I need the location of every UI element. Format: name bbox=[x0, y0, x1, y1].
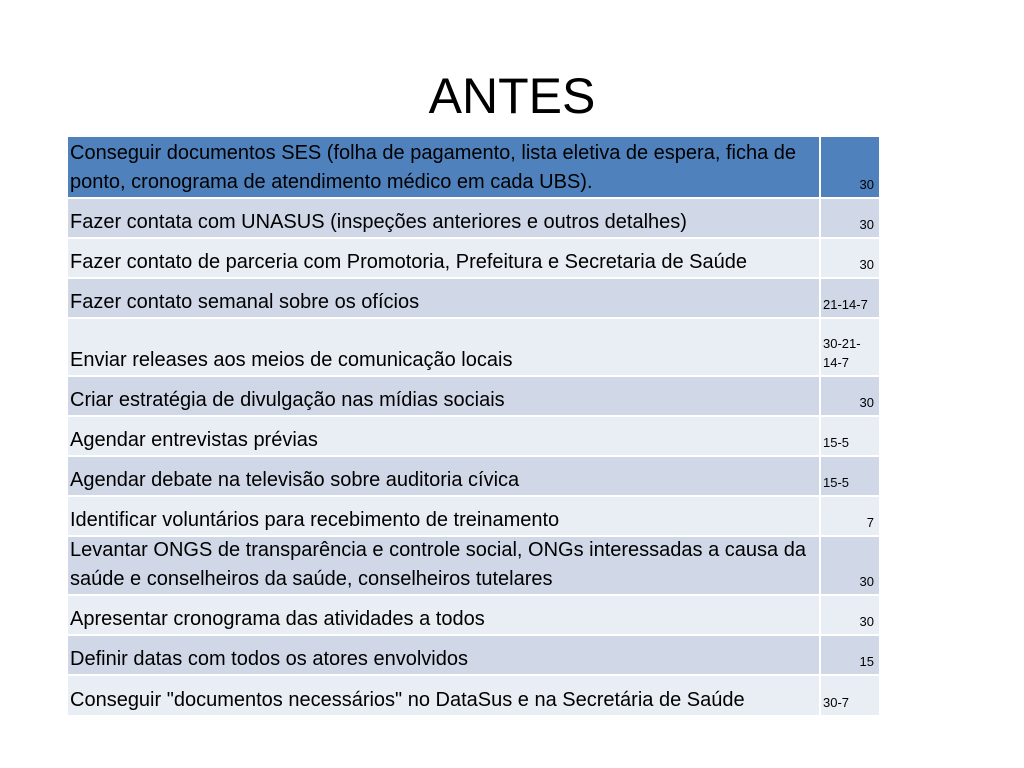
table-row bbox=[68, 634, 879, 674]
slide-title: ANTES bbox=[428, 68, 596, 124]
table-row bbox=[68, 535, 879, 594]
table-row bbox=[68, 415, 879, 455]
days-cell: 30 bbox=[859, 257, 874, 272]
table-row bbox=[68, 237, 879, 277]
task-cell: Conseguir documentos SES (folha de pagamento, lista eletiva de espera, ficha de ponto, cronograma de atendimento médico em cada UBS). bbox=[68, 137, 821, 197]
days-cell: 15 bbox=[859, 654, 874, 669]
days-cell: 30 bbox=[859, 614, 874, 629]
days-cell: 30 bbox=[859, 177, 874, 192]
task-cell: Definir datas com todos os atores envolvidos bbox=[68, 636, 821, 674]
table-row bbox=[68, 317, 879, 375]
task-cell: Fazer contata com UNASUS (inspeções anteriores e outros detalhes) bbox=[68, 199, 821, 237]
days-cell: 15-5 bbox=[823, 435, 850, 450]
task-cell: Agendar entrevistas prévias bbox=[68, 417, 821, 455]
days-cell: 30 bbox=[859, 395, 874, 410]
days-cell: 30 bbox=[859, 217, 874, 232]
task-cell: Identificar voluntários para recebimento de treinamento bbox=[68, 497, 821, 535]
days-cell: 30 bbox=[859, 574, 874, 589]
task-cell: Levantar ONGS de transparência e controle social, ONGs interessadas a causa da saúde e conselheiros da saúde, conselheiros tutelares bbox=[68, 537, 821, 594]
task-cell: Agendar debate na televisão sobre auditoria cívica bbox=[68, 457, 821, 495]
days-cell: 30-21-14-7 bbox=[823, 336, 861, 370]
days-cell: 7 bbox=[866, 515, 874, 530]
days-cell: 21-14-7 bbox=[823, 297, 868, 312]
task-cell: Apresentar cronograma das atividades a todos bbox=[68, 596, 821, 634]
table-row bbox=[68, 277, 879, 317]
task-cell: Criar estratégia de divulgação nas mídias sociais bbox=[68, 377, 821, 415]
table-row bbox=[68, 455, 879, 495]
task-table bbox=[68, 137, 879, 715]
task-cell: Fazer contato semanal sobre os ofícios bbox=[68, 279, 821, 317]
table-row bbox=[68, 594, 879, 634]
table-row bbox=[68, 137, 879, 197]
days-cell: 30-7 bbox=[823, 695, 850, 710]
task-cell: Enviar releases aos meios de comunicação locais bbox=[68, 319, 821, 375]
task-cell: Fazer contato de parceria com Promotoria, Prefeitura e Secretaria de Saúde bbox=[68, 239, 821, 277]
table-row bbox=[68, 375, 879, 415]
days-cell: 15-5 bbox=[823, 475, 850, 490]
task-cell: Conseguir "documentos necessários" no DataSus e na Secretária de Saúde bbox=[68, 676, 821, 715]
table-row bbox=[68, 674, 879, 715]
table-row bbox=[68, 197, 879, 237]
table-row bbox=[68, 495, 879, 535]
